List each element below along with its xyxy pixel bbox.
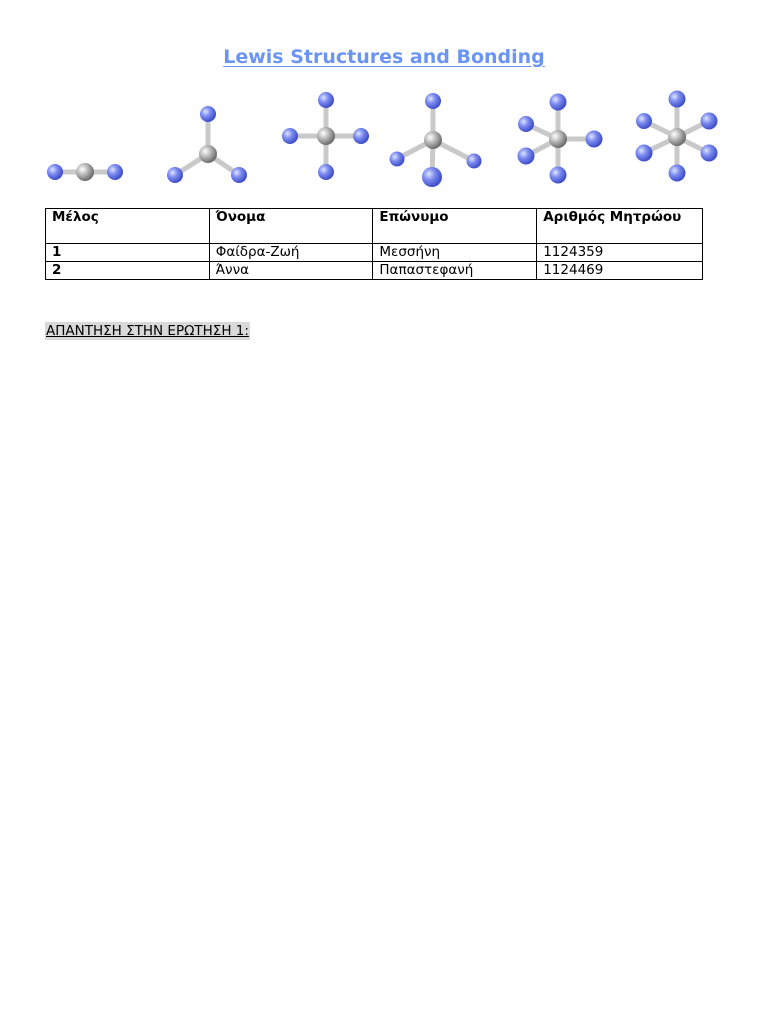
- table-header-row: [46, 209, 703, 244]
- header-last-name: Επώνυμο: [373, 209, 537, 244]
- cell-member-number: 1: [46, 244, 210, 262]
- square-planar-icon: [282, 92, 369, 180]
- cell-last-name: Παπαστεφανή: [373, 262, 537, 280]
- cell-member-number: 2: [46, 262, 210, 280]
- header-member: Μέλος: [46, 209, 210, 244]
- cell-last-name: Μεσσήνη: [373, 244, 537, 262]
- trigonal-planar-icon: [167, 106, 247, 183]
- tetrahedral-icon: [390, 93, 482, 187]
- cell-registration-number: 1124359: [537, 244, 703, 262]
- document-title: Lewis Structures and Bonding: [223, 46, 545, 68]
- cell-registration-number: 1124469: [537, 262, 703, 280]
- table-row: [46, 262, 703, 280]
- header-first-name: Όνομα: [209, 209, 373, 244]
- linear-icon: [47, 163, 123, 181]
- members-table: [45, 208, 703, 280]
- answer-heading: ΑΠΑΝΤΗΣΗ ΣΤΗΝ ΕΡΩΤΗΣΗ 1:: [46, 323, 249, 339]
- molecule-geometry-strip: [40, 86, 730, 192]
- octahedral-icon: [636, 91, 718, 182]
- header-registration-number: Αριθμός Μητρώου: [537, 209, 703, 244]
- table-row: [46, 244, 703, 262]
- cell-first-name: Άννα: [209, 262, 373, 280]
- trigonal-bipyramidal-icon: [518, 94, 603, 184]
- cell-first-name: Φαίδρα-Ζωή: [209, 244, 373, 262]
